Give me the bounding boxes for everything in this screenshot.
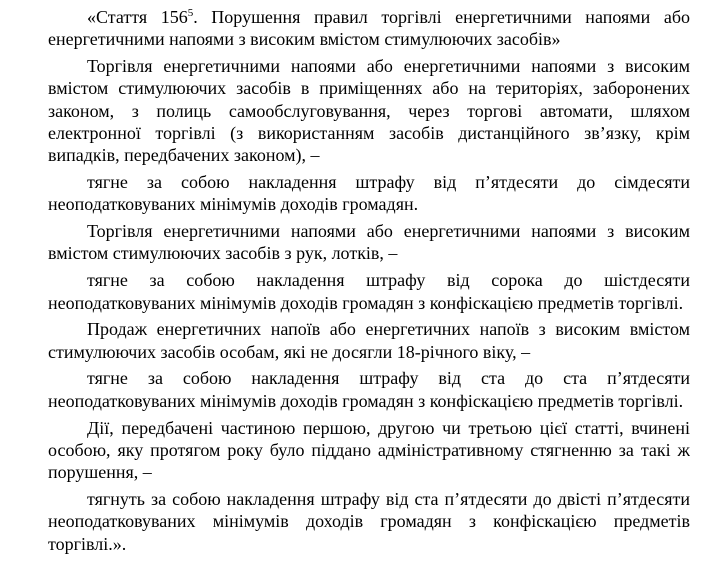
article-title-superscript: 5 bbox=[187, 7, 194, 19]
paragraph-offense-1: Торгівля енергетичними напоями або енергетичними напоями з високим вмістом стимулюючих засобів в приміщеннях або на територіях, заборонених законом, з полиць самообслуговування, через торгові автомати, шляхом електронної торгівлі (з використанням засобів дистанційного зв’язку, крім випадків, передбачених законом), – bbox=[48, 56, 690, 166]
paragraph-penalty-2: тягне за собою накладення штрафу від сорока до шістдесяти неоподатковуваних мінімумів доходів громадян з конфіскацією предметів торгівлі. bbox=[48, 270, 690, 313]
paragraph-offense-2: Торгівля енергетичними напоями або енергетичними напоями з високим вмістом стимулюючих засобів з рук, лотків, – bbox=[48, 221, 690, 264]
article-title-prefix: «Стаття 156 bbox=[87, 7, 188, 27]
paragraph-penalty-4: тягнуть за собою накладення штрафу від ста п’ятдесяти до двісті п’ятдесяти неоподатковуваних мінімумів доходів громадян з конфіскацією предметів торгівлі.». bbox=[48, 488, 690, 554]
article-title-suffix: . Порушення правил торгівлі енергетичними напоями або енергетичними напоями з високим вмістом стимулюючих засобів» bbox=[48, 7, 690, 50]
paragraph-offense-3: Продаж енергетичних напоїв або енергетичних напоїв з високим вмістом стимулюючих засобів особам, які не досягли 18-річного віку, – bbox=[48, 319, 690, 362]
article-title bbox=[48, 6, 690, 51]
paragraph-offense-4: Дії, передбачені частиною першою, другою чи третьою цієї статті, вчинені особою, яку протягом року було піддано адміністративному стягненню за такі ж порушення, – bbox=[48, 417, 690, 483]
document-page bbox=[48, 6, 690, 555]
paragraph-penalty-3: тягне за собою накладення штрафу від ста до ста п’ятдесяти неоподатковуваних мінімумів доходів громадян з конфіскацією предметів торгівлі. bbox=[48, 368, 690, 411]
paragraph-penalty-1: тягне за собою накладення штрафу від п’ятдесяти до сімдесяти неоподатковуваних мінімумів доходів громадян. bbox=[48, 172, 690, 215]
